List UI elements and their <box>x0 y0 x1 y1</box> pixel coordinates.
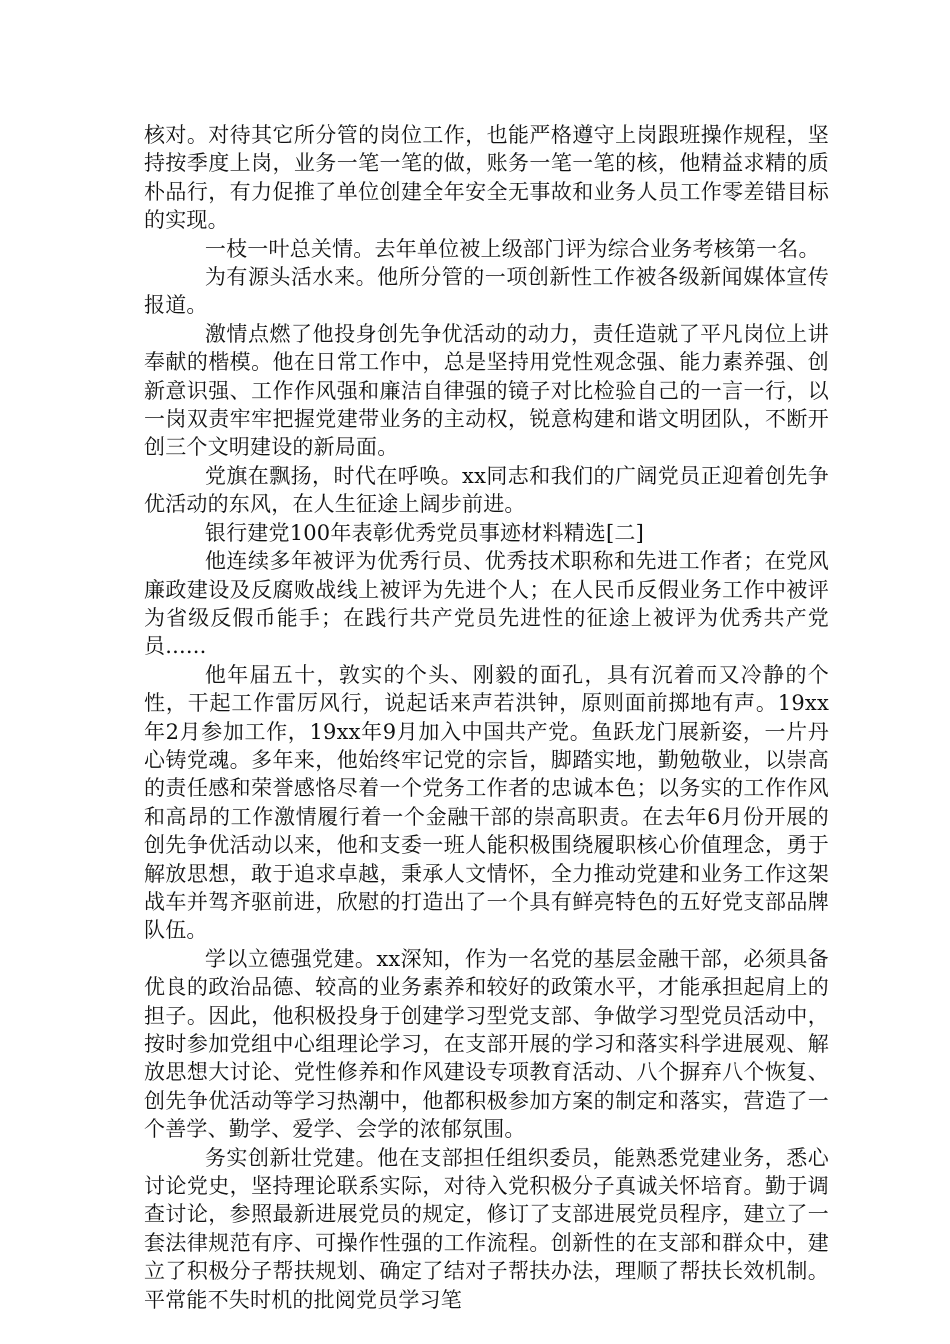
paragraph-1: 核对。对待其它所分管的岗位工作，也能严格遵守上岗跟班操作规程，坚持按季度上岗，业务一笔一笔的做，账务一笔一笔的核，他精益求精的质朴品行，有力促推了单位创建全年安全无事故和业务人员工作零差错目标的实现。 <box>144 123 829 233</box>
paragraph-7: 他连续多年被评为优秀行员、优秀技术职称和先进工作者；在党风廉政建设及反腐败战线上被评为先进个人；在人民币反假业务工作中被评为省级反假币能手；在践行共产党员先进性的征途上被评为优秀共产党员...... <box>144 549 829 659</box>
paragraph-4: 激情点燃了他投身创先争优活动的动力，责任造就了平凡岗位上讲奉献的楷模。他在日常工作中，总是坚持用党性观念强、能力素养强、创新意识强、工作作风强和廉洁自律强的镜子对比检验自己的一言一行，以一岗双责牢牢把握党建带业务的主动权，锐意构建和谐文明团队，不断开创三个文明建设的新局面。 <box>144 321 829 460</box>
section-heading: 银行建党100年表彰优秀党员事迹材料精选[二] <box>204 520 644 545</box>
paragraph-2: 一枝一叶总关情。去年单位被上级部门评为综合业务考核第一名。 <box>204 236 820 261</box>
document-page <box>144 121 829 1314</box>
paragraph-8: 他年届五十，敦实的个头、刚毅的面孔，具有沉着而又冷静的个性，干起工作雷厉风行，说起话来声若洪钟，原则面前掷地有声。19xx年2月参加工作，19xx年9月加入中国共产党。鱼跃龙门展新姿，一片丹心铸党魂。多年来，他始终牢记党的宗旨，脚踏实地，勤勉敬业，以崇高的责任感和荣誉感恪尽着一个党务工作者的忠诚本色；以务实的工作作风和高昂的工作激情履行着一个金融干部的崇高职责。在去年6月份开展的创先争优活动以来，他和支委一班人能积极围绕履职核心价值理念，勇于解放思想，敢于追求卓越，秉承人文情怀，全力推动党建和业务工作这架战车并驾齐驱前进，欣慰的打造出了一个具有鲜亮特色的五好党支部品牌队伍。 <box>144 662 829 943</box>
paragraph-9: 学以立德强党建。xx深知，作为一名党的基层金融干部，必须具备优良的政治品德、较高的业务素养和较好的政策水平，才能承担起肩上的担子。因此，他积极投身于创建学习型党支部、争做学习型党员活动中，按时参加党组中心组理论学习，在支部开展的学习和落实科学进展观、解放思想大讨论、党性修养和作风建设专项教育活动、八个摒弃八个恢复、创先争优活动等学习热潮中，他都积极参加方案的制定和落实，营造了一个善学、勤学、爱学、会学的浓郁氛围。 <box>144 946 829 1142</box>
paragraph-5: 党旗在飘扬，时代在呼唤。xx同志和我们的广阔党员正迎着创先争优活动的东风，在人生征途上阔步前进。 <box>144 463 829 517</box>
paragraph-10: 务实创新壮党建。他在支部担任组织委员，能熟悉党建业务，悉心讨论党史，坚持理论联系实际，对待入党积极分子真诚关怀培育。勤于调查讨论，参照最新进展党员的规定，修订了支部进展党员程序，建立了一套法律规范有序、可操作性强的工作流程。创新性的在支部和群众中，建立了积极分子帮扶规划、确定了结对子帮扶办法，理顺了帮扶长效机制。平常能不失时机的批阅党员学习笔 <box>144 1145 829 1312</box>
paragraph-3: 为有源头活水来。他所分管的一项创新性工作被各级新闻媒体宣传报道。 <box>144 265 829 318</box>
